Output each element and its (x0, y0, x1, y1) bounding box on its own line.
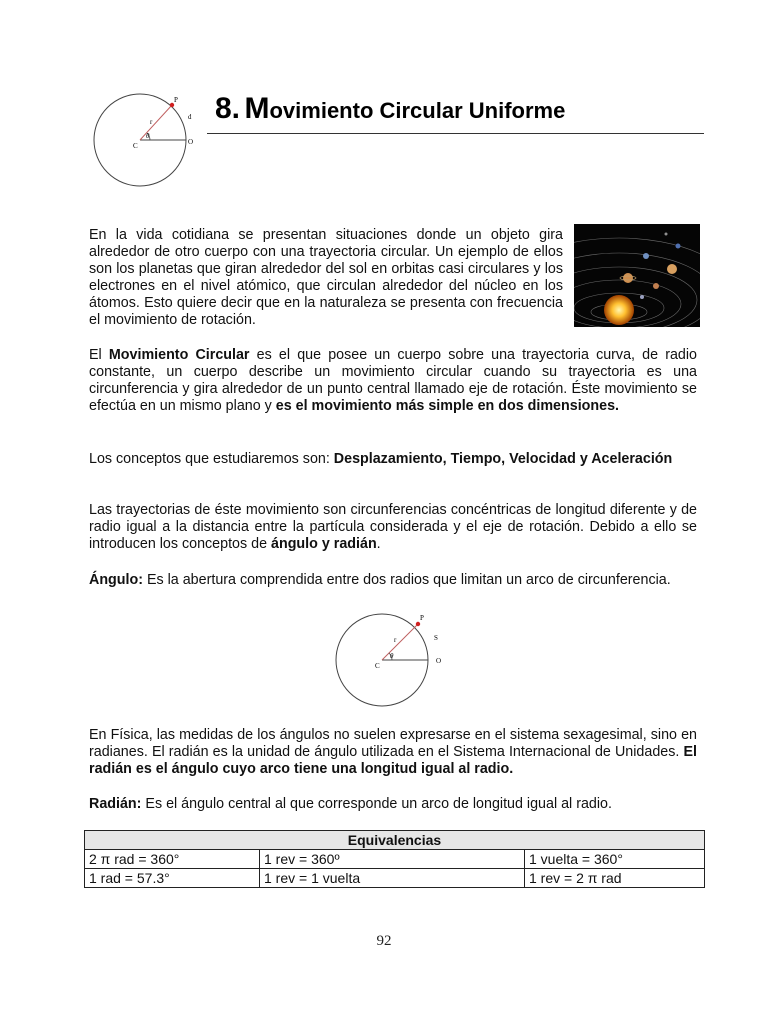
title-rule (207, 133, 704, 134)
label-o: O (188, 138, 194, 146)
label-d: d (188, 113, 192, 121)
intro-paragraph: En la vida cotidiana se presentan situaciones donde un objeto gira alrededor de otro cuerpo con una trayectoria circular. Un ejemplo de ellos son los planetas que giran alrededor del sol en orbitas casi circulares y los electrones en el nivel atómico, que circulan alrededor del núcleo en los átomos. Esto quiere decir que en la naturaleza se presenta con frecuencia el movimiento de rotación. (89, 227, 563, 328)
table-row (85, 850, 705, 869)
label-r: r (394, 636, 397, 644)
table-cell: 1 vuelta = 360° (525, 850, 705, 869)
label-p: P (420, 614, 424, 622)
solar-system-image (574, 224, 700, 327)
chapter-number: 8. (215, 92, 241, 125)
page-number: 92 (376, 933, 392, 949)
title-initial: M (244, 92, 270, 125)
angle-diagram (330, 608, 450, 712)
label-theta: θ (146, 132, 150, 140)
concepts-paragraph: Los conceptos que estudiaremos son: Desplazamiento, Tiempo, Velocidad y Aceleración (89, 451, 673, 467)
header-circle-diagram (88, 86, 208, 196)
label-o: O (436, 657, 442, 665)
fisica-paragraph: En Física, las medidas de los ángulos no suelen expresarse en el sistema sexagesimal, sino en radianes. El radián es la unidad de ángulo utilizada en el Sistema Internacional de Unidades. El radián es el ángulo cuyo arco tiene una longitud igual al radio. (89, 727, 697, 777)
label-p: P (174, 96, 178, 104)
angulo-definition: Ángulo: Es la abertura comprendida entre dos radios que limitan un arco de circunferencia. (89, 572, 671, 588)
equivalencias-table (84, 830, 705, 888)
label-r: r (150, 118, 153, 126)
table-cell: 1 rad = 57.3° (85, 869, 260, 888)
label-theta: θ (390, 652, 394, 660)
title-text: ovimiento Circular Uniforme (269, 98, 566, 123)
table-cell: 2 π rad = 360° (85, 850, 260, 869)
trajectories-paragraph: Las trayectorias de éste movimiento son circunferencias concéntricas de longitud diferente y de radio igual a la distancia entre la partícula considerada y el eje de rotación. Debido a ello se introducen los conceptos de ángulo y radián. (89, 502, 697, 552)
page-title (215, 92, 565, 126)
label-s: S (434, 634, 438, 642)
label-c: C (375, 662, 380, 670)
table-row (85, 869, 705, 888)
table-header: Equivalencias (85, 831, 705, 850)
label-c: C (133, 142, 138, 150)
table-cell: 1 rev = 2 π rad (525, 869, 705, 888)
movimiento-circular-paragraph: El Movimiento Circular es el que posee un cuerpo sobre una trayectoria curva, de radio constante, un cuerpo describe un movimiento circular cuando su trayectoria es una circunferencia y gira alrededor de un punto central llamado eje de rotación. Éste movimiento se efectúa en un mismo plano y es el movimiento más simple en dos dimensiones. (89, 347, 698, 414)
table-cell: 1 rev = 1 vuelta (260, 869, 525, 888)
table-cell: 1 rev = 360º (260, 850, 525, 869)
radian-definition: Radián: Es el ángulo central al que corresponde un arco de longitud igual al radio. (89, 796, 612, 812)
